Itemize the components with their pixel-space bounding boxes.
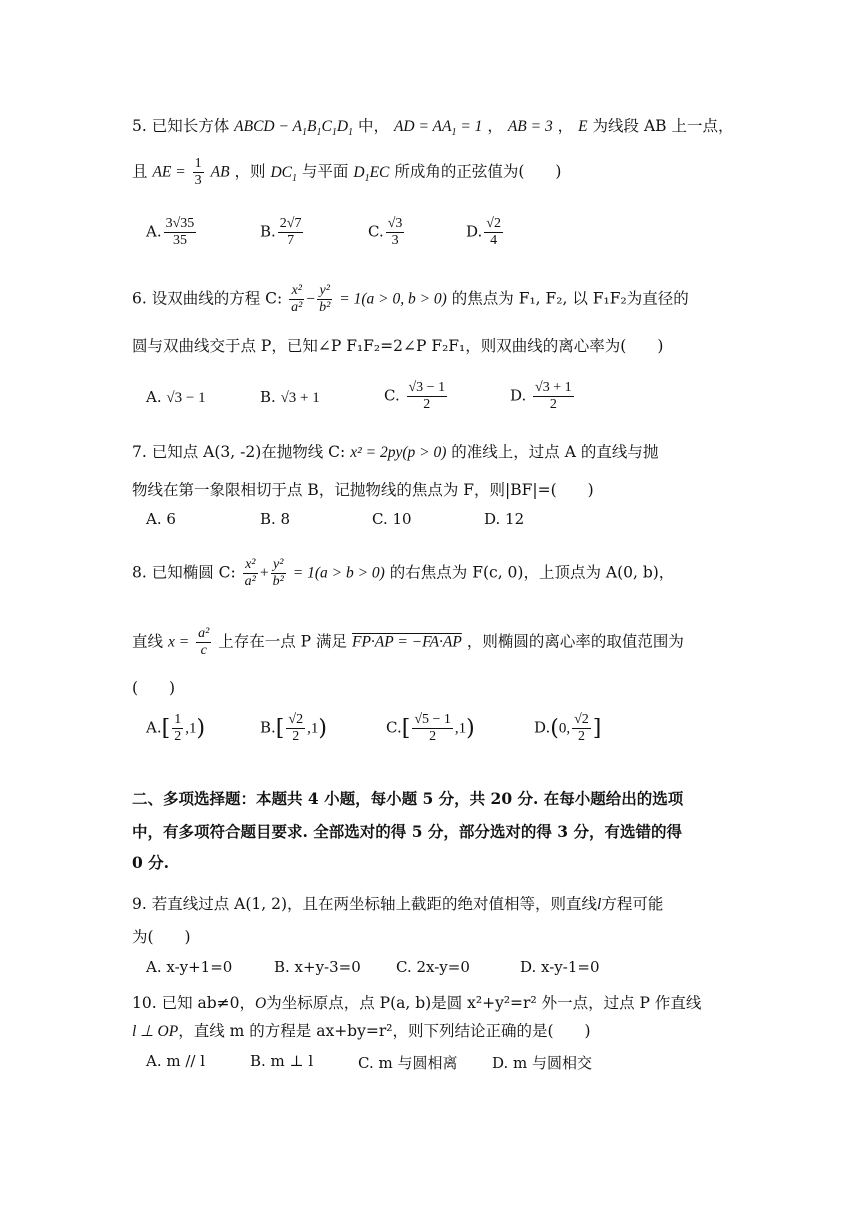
q9-option-a[interactable]: A. x-y+1=0	[146, 958, 233, 976]
q5-math-box: ABCD − $A_1B_1C_1D_1$	[234, 118, 354, 139]
q10-option-c[interactable]: C. m 与圆相离	[358, 1054, 458, 1072]
q5-option-b[interactable]: B. $\frac{2√7}{7}$	[260, 216, 302, 248]
q7-options	[146, 510, 646, 534]
q5-options	[146, 208, 646, 258]
q10-line2: l ⊥ OP，直线 m 的方程是 ax+by=r²，则下列结论正确的是( )	[132, 1022, 591, 1040]
q10-line1: 10. 已知 ab≠0，O为坐标原点，点 P(a, b)是圆 x²+y²=r² 外一点，过点 P 作直线	[132, 994, 702, 1012]
q5-line2: 且 AE = $\frac{1}{3}$ AB ，则 $DC_1$ 与平面 $D_1EC$ 所成角的正弦值为( )	[132, 156, 562, 188]
q9-option-d[interactable]: D. x-y-1=0	[520, 958, 600, 976]
q10-options	[146, 1052, 646, 1076]
q8-option-a[interactable]: A.[ $\frac{1}{2}$ ,1)	[146, 712, 206, 744]
q5-option-c[interactable]: C. $\frac{√3}{3}$	[368, 216, 403, 248]
q7-option-d[interactable]: D. 12	[484, 510, 525, 528]
q10-option-a[interactable]: A. m // l	[146, 1052, 206, 1070]
q5-option-a[interactable]: A. $\frac{3√35}{35}$	[146, 216, 195, 248]
q5-math-e: E	[578, 118, 588, 135]
q8-option-c[interactable]: C.[ $\frac{√5 - 1}{2}$ ,1)	[386, 712, 475, 744]
q6-option-a[interactable]: A. √3 − 1	[146, 388, 206, 406]
q5-option-d[interactable]: D. $\frac{√2}{4}$	[466, 216, 501, 248]
q7-option-b[interactable]: B. 8	[260, 510, 291, 528]
q6-option-c[interactable]: C. $\frac{√3 - 1}{2}$	[384, 380, 446, 412]
q5-line1: 5. 已知长方体 ABCD − $A_1B_1C_1D_1$ 中， AD = $AA_1 = 1$ ， AB = 3 ， E 为线段 AB 上一点，	[132, 117, 734, 139]
q8-line1: 8. 已知椭圆 C: $\frac{\text{x²}}{\text{a²}}$ + $\frac{\text{y²}}{\text{b²}}$ = 1(a > b > 0) 的右焦点为 F(c, 0)，上顶点为 A(0, b)，	[132, 557, 675, 589]
section2-heading-line1: 二、多项选择题：本题共 4 小题，每小题 5 分，共 20 分. 在每小题给出的选项	[132, 789, 684, 808]
q8-option-b[interactable]: B.[ $\frac{√2}{2}$ ,1)	[260, 712, 327, 744]
q9-option-c[interactable]: C. 2x-y=0	[396, 958, 470, 976]
q5-fraction: $\frac{1}{3}$	[194, 156, 202, 188]
q9-options	[146, 958, 646, 982]
q8-line2: 直线 x = $\frac{\text{a²}}{c}$ 上存在一点 P 满足 FP·AP = −FA·AP ，则椭圆的离心率的取值范围为	[132, 626, 684, 658]
q5-text: 5. 已知长方体	[132, 117, 230, 135]
q7-option-c[interactable]: C. 10	[372, 510, 412, 528]
q9-line1: 9. 若直线过点 A(1, 2)，且在两坐标轴上截距的绝对值相等，则直线l方程可能	[132, 895, 664, 913]
q6-option-d[interactable]: D. $\frac{√3 + 1}{2}$	[510, 380, 572, 412]
q6-line2: 圆与双曲线交于点 P，已知∠P F₁F₂=2∠P F₂F₁，则双曲线的离心率为( )	[132, 337, 664, 355]
section2-heading-line2: 中，有多项符合题目要求. 全部选对的得 5 分，部分选对的得 3 分，有选错的得	[132, 822, 682, 841]
q6-line1: 6. 设双曲线的方程 C: $\frac{\text{x²}}{\text{a²}}$ − $\frac{\text{y²}}{\text{b²}}$ = 1(a > 0, b > 0) 的焦点为 F₁, F₂, 以 F₁F₂为直径的	[132, 283, 689, 315]
q6-options	[146, 380, 646, 430]
q5-math-ad: AD = $AA_1 = 1$	[393, 118, 483, 139]
q8-option-d[interactable]: D.(0, $\frac{√2}{2}$ ]	[534, 712, 602, 744]
q5-math-ab: AB = 3	[507, 118, 553, 135]
q9-line2: 为( )	[132, 928, 191, 946]
q7-option-a[interactable]: A. 6	[146, 510, 176, 528]
q8-options	[146, 712, 666, 762]
q10-option-b[interactable]: B. m ⊥ l	[250, 1052, 314, 1070]
q10-option-d[interactable]: D. m 与圆相交	[492, 1054, 593, 1072]
q7-line2: 物线在第一象限相切于点 B，记抛物线的焦点为 F，则|BF|=( )	[132, 481, 594, 499]
q7-line1: 7. 已知点 A(3, -2)在抛物线 C: x² = 2py(p > 0) 的准线上，过点 A 的直线与抛	[132, 443, 659, 461]
q8-line3: ( )	[132, 679, 176, 697]
q6-option-b[interactable]: B. √3 + 1	[260, 388, 320, 406]
q9-option-b[interactable]: B. x+y-3=0	[274, 958, 361, 976]
section2-heading-line3: 0 分.	[132, 853, 170, 872]
